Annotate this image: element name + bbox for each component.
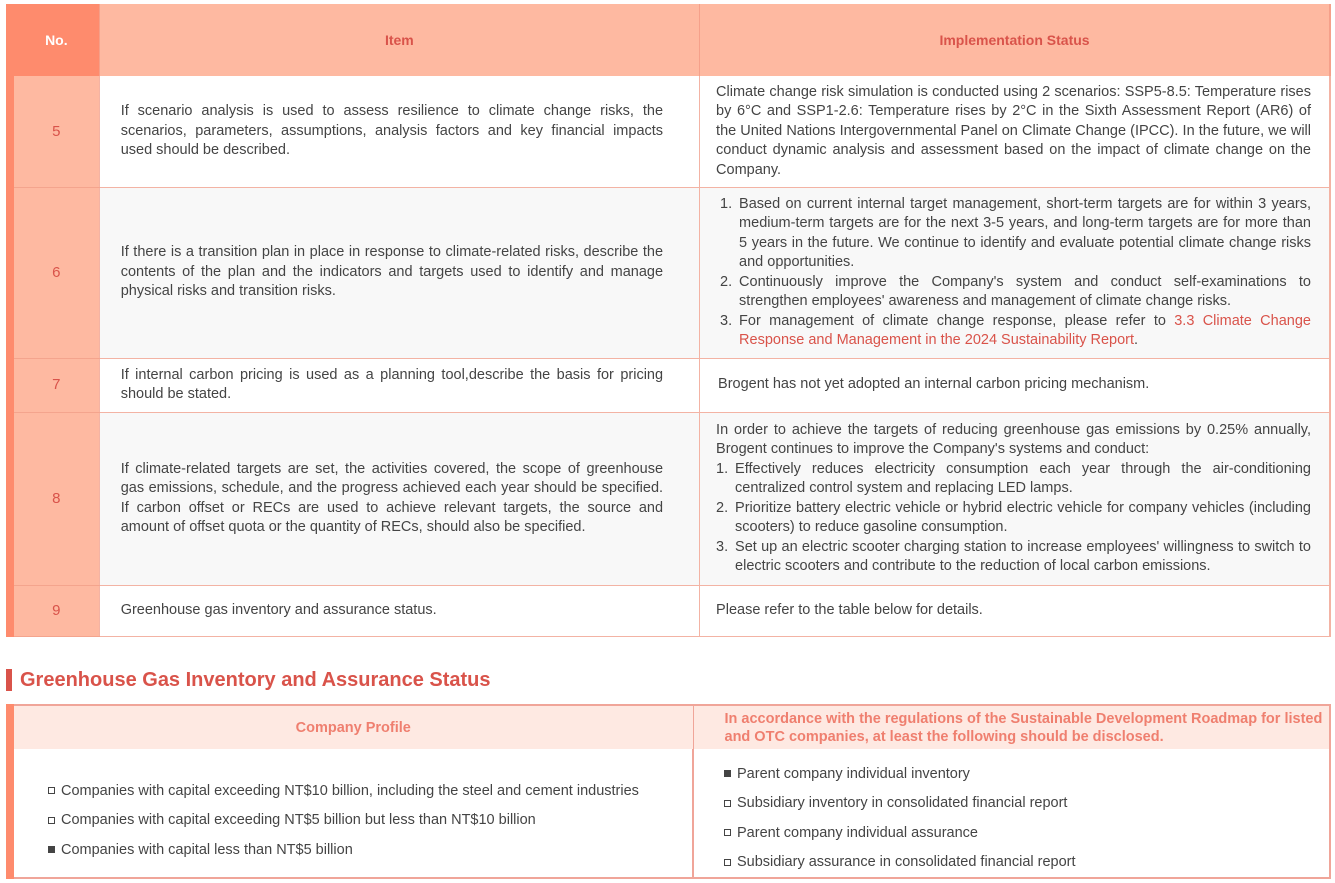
- header-disclosure-requirement: In accordance with the regulations of the Sustainable Development Roadmap for listed and OTC companies, at least the following should be disclosed.: [693, 705, 1330, 749]
- row-status: [700, 187, 1330, 358]
- header-item: Item: [99, 4, 699, 76]
- company-profile-option: [48, 835, 692, 865]
- option-label: Companies with capital exceeding NT$5 billion but less than NT$10 billion: [61, 812, 536, 829]
- row-number: 8: [10, 412, 99, 585]
- option-label: Parent company individual assurance: [737, 824, 978, 841]
- header-company-profile: Company Profile: [10, 705, 693, 749]
- row-status: Please refer to the table below for details.: [700, 585, 1330, 636]
- list-number: 2.: [716, 499, 729, 516]
- sustainability-report-link[interactable]: 3.3 Climate Change Response and Management in the 2024 Sustainability Report: [739, 312, 1311, 348]
- unchecked-box-icon: [724, 829, 731, 836]
- option-label: Subsidiary inventory in consolidated financial report: [737, 795, 1068, 812]
- list-text: Based on current internal target management, short-term targets are for within 3 years, medium-term targets are for the next 3-5 years, and long-term targets are for more than 5 years in the future. We continue to identify and evaluate potential climate change risks and opportunities.: [739, 195, 1311, 270]
- status-numbered-list: [720, 195, 1311, 351]
- row-number: 5: [10, 76, 99, 187]
- list-text: Continuously improve the Company's system and conduct self-examinations to strengthen employees' awareness and management of climate change risks.: [739, 273, 1311, 309]
- disclosure-option: [724, 759, 1329, 789]
- header-no: No.: [10, 4, 99, 76]
- list-item: [716, 538, 1311, 577]
- unchecked-box-icon: [724, 859, 731, 866]
- table-row: [10, 412, 1330, 585]
- list-item: [716, 499, 1311, 538]
- company-profile-cell: [10, 749, 693, 878]
- option-label: Companies with capital exceeding NT$10 billion, including the steel and cement industries: [61, 782, 639, 799]
- ghg-inventory-table: [6, 704, 1331, 879]
- list-number: 2.: [720, 273, 733, 290]
- header-implementation-status: Implementation Status: [700, 4, 1330, 76]
- list-number: 1.: [716, 460, 729, 477]
- list-text: Effectively reduces electricity consumption each year through the air-conditioning centralized control system and replacing LED lamps.: [735, 460, 1311, 496]
- row-item: If scenario analysis is used to assess resilience to climate change risks, the scenarios, parameters, assumptions, analysis factors and key financial impacts used should be described.: [99, 76, 699, 187]
- list-text: Prioritize battery electric vehicle or hybrid electric vehicle for company vehicles (including scooters) to reduce gasoline consumption.: [735, 499, 1311, 535]
- checked-box-icon: [724, 770, 731, 777]
- unchecked-box-icon: [48, 787, 55, 794]
- option-label: Parent company individual inventory: [737, 765, 970, 782]
- status-intro: In order to achieve the targets of reducing greenhouse gas emissions by 0.25% annually, Brogent continues to improve the Company's systems and conduct:: [716, 421, 1311, 457]
- section-heading-text: Greenhouse Gas Inventory and Assurance Status: [20, 668, 491, 691]
- unchecked-box-icon: [48, 817, 55, 824]
- disclosure-option: [724, 789, 1329, 819]
- row-status: Climate change risk simulation is conducted using 2 scenarios: SSP5-8.5: Temperature rises by 6°C and SSP1-2.6: Temperature rises by 2°C in the Sixth Assessment Report (AR6) of the United Nations Intergovernmental Panel on Climate Change (IPCC). In the future, we will conduct dynamic analysis and assessment based on the impact of climate change on the Company.: [700, 76, 1330, 187]
- list-item: [720, 195, 1311, 273]
- company-profile-list: [48, 776, 692, 865]
- table-row: [10, 76, 1330, 187]
- climate-disclosure-table: [6, 4, 1331, 637]
- row-item: If climate-related targets are set, the activities covered, the scope of greenhouse gas emissions, schedule, and the progress achieved each year should be specified. If carbon offset or RECs are used to achieve relevant targets, the source and amount of offset quota or the quantity of RECs, should also be specified.: [99, 412, 699, 585]
- unchecked-box-icon: [724, 800, 731, 807]
- disclosure-option: [724, 848, 1329, 878]
- company-profile-option: [48, 776, 692, 806]
- list-number: 1.: [720, 195, 733, 212]
- disclosure-option: [724, 818, 1329, 848]
- heading-accent-bar: [6, 669, 12, 691]
- row-number: 9: [10, 585, 99, 636]
- option-label: Companies with capital less than NT$5 billion: [61, 841, 353, 858]
- row-status: Brogent has not yet adopted an internal carbon pricing mechanism.: [700, 358, 1330, 412]
- checked-box-icon: [48, 846, 55, 853]
- table-row: [10, 187, 1330, 358]
- list-item: [720, 273, 1311, 312]
- row-number: 6: [10, 187, 99, 358]
- row-item: Greenhouse gas inventory and assurance status.: [99, 585, 699, 636]
- row-item: If internal carbon pricing is used as a planning tool,describe the basis for pricing should be stated.: [99, 358, 699, 412]
- option-label: Subsidiary assurance in consolidated financial report: [737, 854, 1076, 871]
- list-number: 3.: [720, 312, 733, 329]
- ghg-header-row: [10, 705, 1330, 749]
- table-header-row: [10, 4, 1330, 76]
- section-heading: [6, 668, 491, 692]
- list-text: For management of climate change response, please refer to: [739, 312, 1175, 329]
- company-profile-option: [48, 806, 692, 836]
- table-row: [10, 585, 1330, 636]
- row-status: [700, 412, 1330, 585]
- status-numbered-list: [716, 460, 1311, 577]
- disclosure-list: [724, 759, 1329, 877]
- ghg-body-row: [10, 749, 1330, 878]
- row-number: 7: [10, 358, 99, 412]
- list-item: [716, 460, 1311, 499]
- row-item: If there is a transition plan in place in response to climate-related risks, describe the contents of the plan and the indicators and targets used to identify and manage physical risks and transition risks.: [99, 187, 699, 358]
- list-text: Set up an electric scooter charging station to increase employees' willingness to switch to electric scooters and contribute to the reduction of local carbon emissions.: [735, 538, 1311, 574]
- list-number: 3.: [716, 538, 729, 555]
- list-text-end: .: [1134, 332, 1139, 348]
- list-item: [720, 312, 1311, 351]
- table-row: [10, 358, 1330, 412]
- disclosure-cell: [693, 749, 1330, 878]
